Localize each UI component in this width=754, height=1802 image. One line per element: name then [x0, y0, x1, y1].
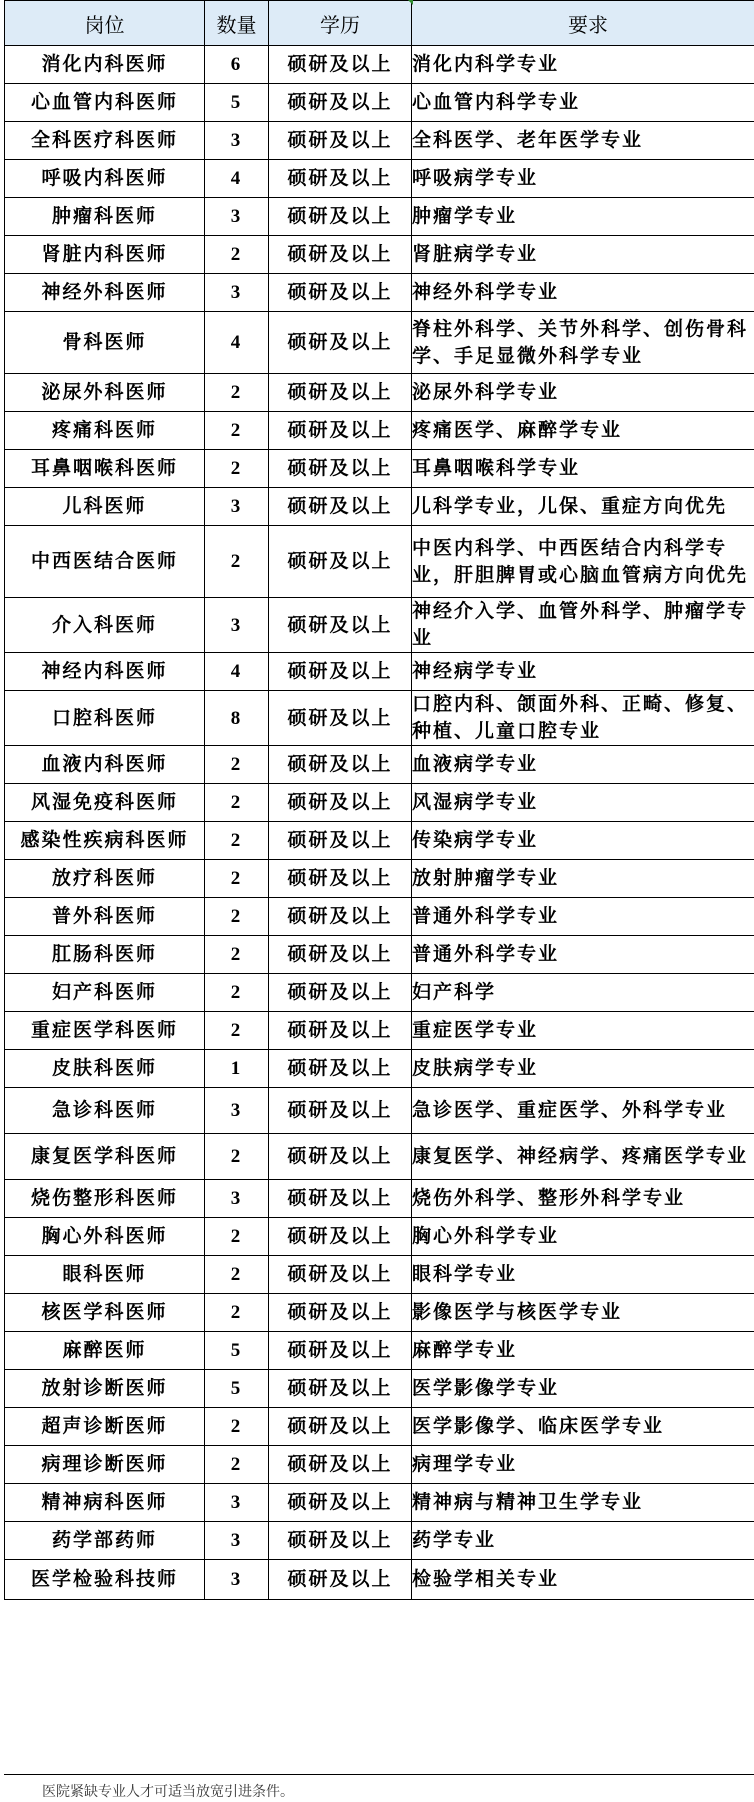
post-cell: 普外科医师	[5, 898, 205, 936]
requirement-cell: 病理学专业	[412, 1446, 754, 1484]
post-cell: 口腔科医师	[5, 691, 205, 746]
requirement-cell: 疼痛医学、麻醉学专业	[412, 412, 754, 450]
count-cell: 2	[205, 1446, 269, 1484]
requirement-cell: 传染病学专业	[412, 822, 754, 860]
table-row	[5, 598, 754, 653]
count-cell: 2	[205, 450, 269, 488]
count-cell: 3	[205, 488, 269, 526]
table-row	[5, 488, 754, 526]
footnote-divider	[4, 1774, 754, 1775]
count-cell: 2	[205, 1218, 269, 1256]
count-cell: 2	[205, 860, 269, 898]
count-cell: 2	[205, 374, 269, 412]
education-cell: 硕研及以上	[269, 598, 412, 653]
post-cell: 皮肤科医师	[5, 1050, 205, 1088]
table-row	[5, 1560, 754, 1600]
post-cell: 儿科医师	[5, 488, 205, 526]
post-cell: 神经内科医师	[5, 653, 205, 691]
requirement-cell: 儿科学专业，儿保、重症方向优先	[412, 488, 754, 526]
requirement-cell: 神经介入学、血管外科学、肿瘤学专业	[412, 598, 754, 653]
count-cell: 3	[205, 1560, 269, 1600]
requirement-cell: 心血管内科学专业	[412, 84, 754, 122]
post-cell: 放疗科医师	[5, 860, 205, 898]
table-row	[5, 312, 754, 374]
requirement-cell: 肿瘤学专业	[412, 198, 754, 236]
requirement-cell: 烧伤外科学、整形外科学专业	[412, 1180, 754, 1218]
count-cell: 3	[205, 1522, 269, 1560]
requirement-cell: 医学影像学、临床医学专业	[412, 1408, 754, 1446]
count-cell: 3	[205, 598, 269, 653]
table-row	[5, 1088, 754, 1134]
requirement-cell: 检验学相关专业	[412, 1560, 754, 1600]
post-cell: 重症医学科医师	[5, 1012, 205, 1050]
post-cell: 病理诊断医师	[5, 1446, 205, 1484]
education-cell: 硕研及以上	[269, 488, 412, 526]
count-cell: 2	[205, 784, 269, 822]
count-cell: 5	[205, 84, 269, 122]
post-cell: 肛肠科医师	[5, 936, 205, 974]
post-cell: 肿瘤科医师	[5, 198, 205, 236]
count-cell: 3	[205, 274, 269, 312]
header-post: 岗位	[5, 1, 205, 46]
requirement-cell: 呼吸病学专业	[412, 160, 754, 198]
post-cell: 呼吸内科医师	[5, 160, 205, 198]
count-cell: 6	[205, 46, 269, 84]
post-cell: 肾脏内科医师	[5, 236, 205, 274]
table-row	[5, 198, 754, 236]
post-cell: 神经外科医师	[5, 274, 205, 312]
requirement-cell: 中医内科学、中西医结合内科学专业，肝胆脾胃或心脑血管病方向优先	[412, 526, 754, 598]
education-cell: 硕研及以上	[269, 274, 412, 312]
post-cell: 感染性疾病科医师	[5, 822, 205, 860]
education-cell: 硕研及以上	[269, 1560, 412, 1600]
table-row	[5, 691, 754, 746]
education-cell: 硕研及以上	[269, 1522, 412, 1560]
requirement-cell: 肾脏病学专业	[412, 236, 754, 274]
post-cell: 心血管内科医师	[5, 84, 205, 122]
table-row	[5, 1050, 754, 1088]
table-row	[5, 1134, 754, 1180]
count-cell: 2	[205, 1294, 269, 1332]
post-cell: 血液内科医师	[5, 746, 205, 784]
education-cell: 硕研及以上	[269, 784, 412, 822]
education-cell: 硕研及以上	[269, 1218, 412, 1256]
count-cell: 4	[205, 653, 269, 691]
requirement-cell: 急诊医学、重症医学、外科学专业	[412, 1088, 754, 1134]
table-row	[5, 1408, 754, 1446]
requirement-cell: 血液病学专业	[412, 746, 754, 784]
header-education: 学历	[269, 1, 412, 46]
education-cell: 硕研及以上	[269, 236, 412, 274]
post-cell: 药学部药师	[5, 1522, 205, 1560]
table-row	[5, 784, 754, 822]
table-row	[5, 1218, 754, 1256]
table-row	[5, 1012, 754, 1050]
table-row	[5, 236, 754, 274]
post-cell: 疼痛科医师	[5, 412, 205, 450]
education-cell: 硕研及以上	[269, 160, 412, 198]
table-row	[5, 1370, 754, 1408]
requirement-cell: 医学影像学专业	[412, 1370, 754, 1408]
education-cell: 硕研及以上	[269, 374, 412, 412]
count-cell: 5	[205, 1370, 269, 1408]
post-cell: 眼科医师	[5, 1256, 205, 1294]
requirement-cell: 泌尿外科学专业	[412, 374, 754, 412]
count-cell: 2	[205, 526, 269, 598]
count-cell: 2	[205, 1012, 269, 1050]
table-row	[5, 122, 754, 160]
header-count: 数量	[205, 1, 269, 46]
recruitment-table	[4, 0, 754, 1600]
table-row	[5, 746, 754, 784]
requirement-cell: 口腔内科、颌面外科、正畸、修复、种植、儿童口腔专业	[412, 691, 754, 746]
education-cell: 硕研及以上	[269, 860, 412, 898]
count-cell: 3	[205, 122, 269, 160]
table-row	[5, 274, 754, 312]
table-row	[5, 1332, 754, 1370]
education-cell: 硕研及以上	[269, 898, 412, 936]
count-cell: 2	[205, 412, 269, 450]
post-cell: 超声诊断医师	[5, 1408, 205, 1446]
table-row	[5, 822, 754, 860]
post-cell: 介入科医师	[5, 598, 205, 653]
table-row	[5, 974, 754, 1012]
education-cell: 硕研及以上	[269, 46, 412, 84]
table-row	[5, 1256, 754, 1294]
requirement-cell: 普通外科学专业	[412, 936, 754, 974]
count-cell: 4	[205, 160, 269, 198]
count-cell: 2	[205, 746, 269, 784]
count-cell: 8	[205, 691, 269, 746]
requirement-cell: 放射肿瘤学专业	[412, 860, 754, 898]
requirement-cell: 风湿病学专业	[412, 784, 754, 822]
count-cell: 2	[205, 1408, 269, 1446]
count-cell: 1	[205, 1050, 269, 1088]
post-cell: 妇产科医师	[5, 974, 205, 1012]
post-cell: 风湿免疫科医师	[5, 784, 205, 822]
count-cell: 5	[205, 1332, 269, 1370]
post-cell: 耳鼻咽喉科医师	[5, 450, 205, 488]
requirement-cell: 精神病与精神卫生学专业	[412, 1484, 754, 1522]
requirement-cell: 重症医学专业	[412, 1012, 754, 1050]
education-cell: 硕研及以上	[269, 1256, 412, 1294]
header-requirement: 要求	[412, 1, 754, 46]
education-cell: 硕研及以上	[269, 1408, 412, 1446]
table-body	[5, 46, 754, 1600]
requirement-cell: 影像医学与核医学专业	[412, 1294, 754, 1332]
post-cell: 骨科医师	[5, 312, 205, 374]
recruitment-table-container	[4, 0, 754, 1600]
requirement-cell: 麻醉学专业	[412, 1332, 754, 1370]
table-row	[5, 1446, 754, 1484]
table-row	[5, 160, 754, 198]
post-cell: 中西医结合医师	[5, 526, 205, 598]
requirement-cell: 消化内科学专业	[412, 46, 754, 84]
table-row	[5, 1294, 754, 1332]
education-cell: 硕研及以上	[269, 84, 412, 122]
education-cell: 硕研及以上	[269, 1446, 412, 1484]
post-cell: 泌尿外科医师	[5, 374, 205, 412]
table-row	[5, 653, 754, 691]
education-cell: 硕研及以上	[269, 822, 412, 860]
education-cell: 硕研及以上	[269, 691, 412, 746]
footnote: 医院紧缺专业人才可适当放宽引进条件。	[42, 1784, 294, 1800]
table-row	[5, 898, 754, 936]
count-cell: 2	[205, 1134, 269, 1180]
post-cell: 精神病科医师	[5, 1484, 205, 1522]
education-cell: 硕研及以上	[269, 1012, 412, 1050]
count-cell: 2	[205, 236, 269, 274]
post-cell: 消化内科医师	[5, 46, 205, 84]
post-cell: 核医学科医师	[5, 1294, 205, 1332]
post-cell: 胸心外科医师	[5, 1218, 205, 1256]
requirement-cell: 药学专业	[412, 1522, 754, 1560]
education-cell: 硕研及以上	[269, 1050, 412, 1088]
count-cell: 2	[205, 936, 269, 974]
count-cell: 2	[205, 1256, 269, 1294]
post-cell: 放射诊断医师	[5, 1370, 205, 1408]
count-cell: 3	[205, 1180, 269, 1218]
requirement-cell: 耳鼻咽喉科学专业	[412, 450, 754, 488]
education-cell: 硕研及以上	[269, 122, 412, 160]
table-row	[5, 84, 754, 122]
education-cell: 硕研及以上	[269, 198, 412, 236]
table-row	[5, 1180, 754, 1218]
education-cell: 硕研及以上	[269, 450, 412, 488]
education-cell: 硕研及以上	[269, 1370, 412, 1408]
table-row	[5, 860, 754, 898]
cell-marker-icon	[408, 0, 413, 5]
post-cell: 医学检验科技师	[5, 1560, 205, 1600]
requirement-cell: 康复医学、神经病学、疼痛医学专业	[412, 1134, 754, 1180]
education-cell: 硕研及以上	[269, 746, 412, 784]
header-row	[5, 1, 754, 46]
requirement-cell: 皮肤病学专业	[412, 1050, 754, 1088]
table-row	[5, 374, 754, 412]
requirement-cell: 普通外科学专业	[412, 898, 754, 936]
education-cell: 硕研及以上	[269, 653, 412, 691]
education-cell: 硕研及以上	[269, 1332, 412, 1370]
table-row	[5, 412, 754, 450]
requirement-cell: 神经外科学专业	[412, 274, 754, 312]
requirement-cell: 神经病学专业	[412, 653, 754, 691]
education-cell: 硕研及以上	[269, 412, 412, 450]
count-cell: 3	[205, 198, 269, 236]
education-cell: 硕研及以上	[269, 312, 412, 374]
education-cell: 硕研及以上	[269, 526, 412, 598]
table-row	[5, 1484, 754, 1522]
table-row	[5, 450, 754, 488]
post-cell: 烧伤整形科医师	[5, 1180, 205, 1218]
education-cell: 硕研及以上	[269, 974, 412, 1012]
table-row	[5, 526, 754, 598]
education-cell: 硕研及以上	[269, 1134, 412, 1180]
education-cell: 硕研及以上	[269, 1484, 412, 1522]
table-row	[5, 936, 754, 974]
requirement-cell: 胸心外科学专业	[412, 1218, 754, 1256]
requirement-cell: 眼科学专业	[412, 1256, 754, 1294]
post-cell: 全科医疗科医师	[5, 122, 205, 160]
count-cell: 2	[205, 898, 269, 936]
count-cell: 2	[205, 974, 269, 1012]
education-cell: 硕研及以上	[269, 936, 412, 974]
education-cell: 硕研及以上	[269, 1088, 412, 1134]
count-cell: 3	[205, 1088, 269, 1134]
count-cell: 2	[205, 822, 269, 860]
post-cell: 急诊科医师	[5, 1088, 205, 1134]
requirement-cell: 脊柱外科学、关节外科学、创伤骨科学、手足显微外科学专业	[412, 312, 754, 374]
requirement-cell: 全科医学、老年医学专业	[412, 122, 754, 160]
education-cell: 硕研及以上	[269, 1180, 412, 1218]
table-row	[5, 1522, 754, 1560]
education-cell: 硕研及以上	[269, 1294, 412, 1332]
count-cell: 3	[205, 1484, 269, 1522]
count-cell: 4	[205, 312, 269, 374]
post-cell: 康复医学科医师	[5, 1134, 205, 1180]
requirement-cell: 妇产科学	[412, 974, 754, 1012]
post-cell: 麻醉医师	[5, 1332, 205, 1370]
table-row	[5, 46, 754, 84]
